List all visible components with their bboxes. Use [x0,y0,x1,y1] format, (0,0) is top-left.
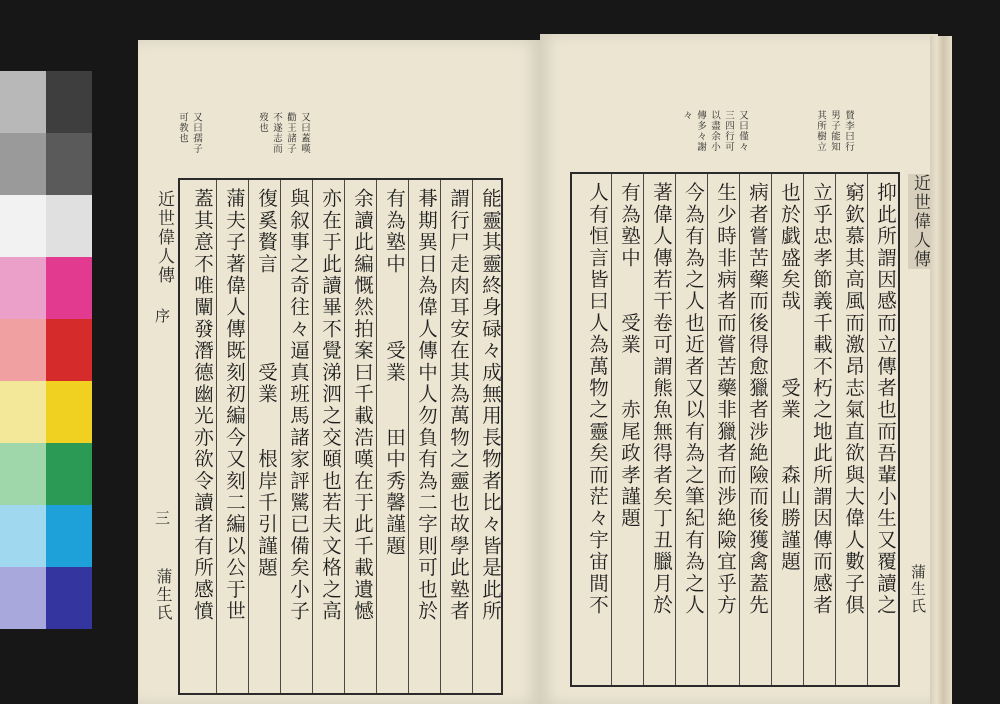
swatch-cyan [46,505,92,567]
left-note: 又曰蓋嘆 [299,112,310,154]
text-column: 著偉人傳若干卷可謂熊魚無得者矣丁丑臘月於 [650,182,673,616]
swatch-light-red [0,319,46,381]
right-note: 傳多々謝 [695,110,706,152]
text-column: 生少時非病者而嘗苦藥非獵者而涉絶險宜乎方 [714,182,737,616]
book-title-margin: 近世偉人傳 [154,190,174,285]
text-column: 蒲夫子著偉人傳既刻初編今又刻二編以公于世 [223,188,246,622]
left-text-frame [178,178,503,695]
text-column: 有為塾中 受業 田中秀馨謹題 [383,188,406,557]
text-column: 復奚贅言 受業 根岸千引謹題 [255,188,278,579]
right-note: 男子能知 [829,110,840,152]
swatch-pink [0,257,46,319]
text-column: 窮欽慕其高風而激昂志氣直欲與大偉人數子俱 [842,182,865,616]
text-column: 謂行尸走肉耳安在其為萬物之靈也故學此塾者 [447,188,470,622]
swatch-dark-gray [46,71,92,133]
text-column: 亦在于此讀畢不覺涕泗之交頤也若夫文格之高 [319,188,342,622]
left-note: 又曰孺子 [191,112,202,154]
text-column: 今為有為之人也近者又以有為之筆紀有為之人 [682,182,705,616]
left-note: 歿也 [257,112,268,133]
left-note: 勸王諸子 [285,112,296,154]
left-page [138,40,540,704]
text-column: 人有恒言皆曰人為萬物之靈矣而茫々宇宙間不 [586,182,609,616]
page-stack-edge [930,36,952,704]
swatch-yellow [46,381,92,443]
text-column: 也於戯盛矣哉 受業 森山勝謹題 [778,182,801,573]
swatch-magenta [46,257,92,319]
text-column: 蓋其意不唯闡發潛德幽光亦欲令讀者有所感憤 [191,188,214,622]
right-note: 三四行可 [723,110,734,152]
right-page [540,34,938,704]
swatch-light-yellow [0,381,46,443]
text-column: 病者嘗苦藥而後得愈獵者涉絶險而後獲禽蓋先 [746,182,769,616]
text-column: 能靈其靈終身碌々成無用長物者比々皆是此所 [479,188,502,622]
swatch-gray [0,71,46,133]
color-calibration-target [0,71,95,634]
right-note: 々 [681,110,692,121]
swatch-red [46,319,92,381]
right-note: 又曰僅々 [737,110,748,152]
section-label-margin: 序 [153,308,171,325]
text-column: 立乎忠孝節義千載不朽之地此所謂因傳而感者 [810,182,833,616]
text-column: 有為塾中 受業 赤尾政孝謹題 [618,182,641,530]
book-title-header: 近世偉人傳 [908,174,933,269]
swatch-white [0,195,46,257]
swatch-light-cyan [0,505,46,567]
author-label-margin: 蒲生氏 [154,568,173,622]
right-text-frame [570,172,900,687]
text-column: 與叙事之奇往々逼真班馬諸家評騭已備矣小子 [287,188,310,622]
swatch-blue [46,567,92,629]
swatch-white [46,195,92,257]
text-column: 抑此所謂因感而立傳者也而吾輩小生又覆讀之 [874,182,897,616]
swatch-light-blue [0,567,46,629]
right-note: 以盡余小 [709,110,720,152]
page-number-margin: 三 [153,510,171,527]
swatch-light-green [0,443,46,505]
swatch-gray [0,133,46,195]
text-column: 余讀此編慨然拍案曰千載浩嘆在于此千載遺憾 [351,188,374,622]
right-note: 賛李曰行 [843,110,854,152]
author-label-side: 蒲生氏 [909,564,927,615]
right-note: 其所樹立 [815,110,826,152]
swatch-green [46,443,92,505]
text-column: 朞期異日為偉人傳中人勿負有為二字則可也於 [415,188,438,622]
left-note: 可教也 [177,112,188,144]
swatch-dark-gray [46,133,92,195]
left-note: 不遂志而 [271,112,282,154]
